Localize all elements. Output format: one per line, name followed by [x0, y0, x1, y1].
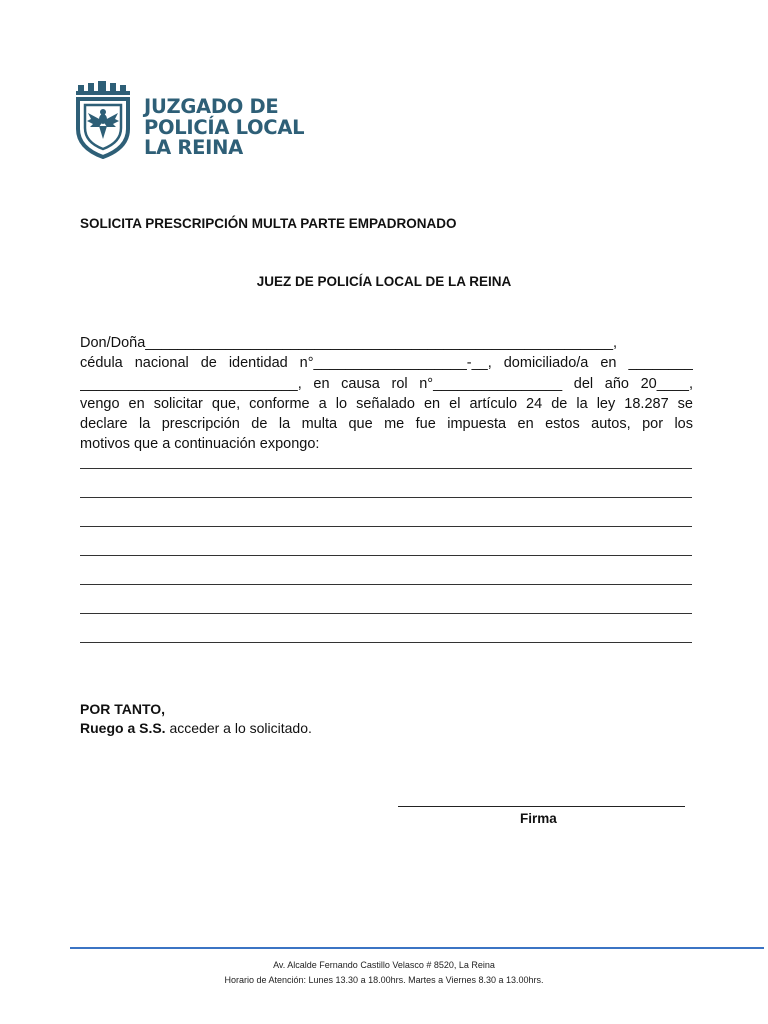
- footer: [0, 958, 768, 988]
- court-name: [144, 97, 304, 159]
- closing-block: [80, 700, 312, 738]
- court-logo: [74, 81, 314, 161]
- court-name-line-3: LA REINA: [144, 136, 243, 159]
- reason-line[interactable]: [80, 642, 692, 643]
- shield-eagle-crest-icon: [74, 81, 134, 159]
- signature-label: Firma: [520, 811, 557, 826]
- footer-hours: Horario de Atención: Lunes 13.30 a 18.00hrs. Martes a Viernes 8.30 a 13.00hrs.: [224, 975, 544, 985]
- document-subject: SOLICITA PRESCRIPCIÓN MULTA PARTE EMPADRONADO: [80, 216, 457, 231]
- footer-rule: [70, 947, 764, 949]
- court-name-line-2: POLICÍA LOCAL: [144, 115, 305, 139]
- closing-heading: POR TANTO,: [80, 701, 166, 717]
- body-line-name[interactable]: Don/Doña__________________________________________________________,: [80, 335, 618, 351]
- reason-line[interactable]: [80, 468, 692, 469]
- body-line-id[interactable]: cédula nacional de identidad n°___________________-__, domiciliado/a en ________: [80, 355, 693, 372]
- footer-address: Av. Alcalde Fernando Castillo Velasco # 8520, La Reina: [273, 960, 495, 970]
- reason-line[interactable]: [80, 613, 692, 614]
- body-line-reasons: motivos que a continuación expongo:: [80, 436, 320, 453]
- body-line-case[interactable]: ___________________________, en causa rol n°________________ del año 20____,: [80, 375, 693, 392]
- closing-bold: Ruego a S.S.: [80, 720, 166, 736]
- reason-line[interactable]: [80, 555, 692, 556]
- reason-line[interactable]: [80, 497, 692, 498]
- document-addressee: JUEZ DE POLICÍA LOCAL DE LA REINA: [256, 274, 512, 289]
- reasons-lines[interactable]: [80, 468, 692, 671]
- request-body: [80, 333, 693, 455]
- reason-line[interactable]: [80, 526, 692, 527]
- reason-line[interactable]: [80, 584, 692, 585]
- closing-rest: acceder a lo solicitado.: [165, 720, 312, 736]
- court-name-line-1: JUZGADO DE: [144, 95, 279, 118]
- body-line-declare: declare la prescripción de la multa que me fue impuesta en estos autos, por los: [80, 416, 693, 433]
- signature-line[interactable]: [398, 806, 685, 807]
- body-line-request: vengo en solicitar que, conforme a lo señalado en el artículo 24 de la ley 18.287 se: [80, 395, 693, 412]
